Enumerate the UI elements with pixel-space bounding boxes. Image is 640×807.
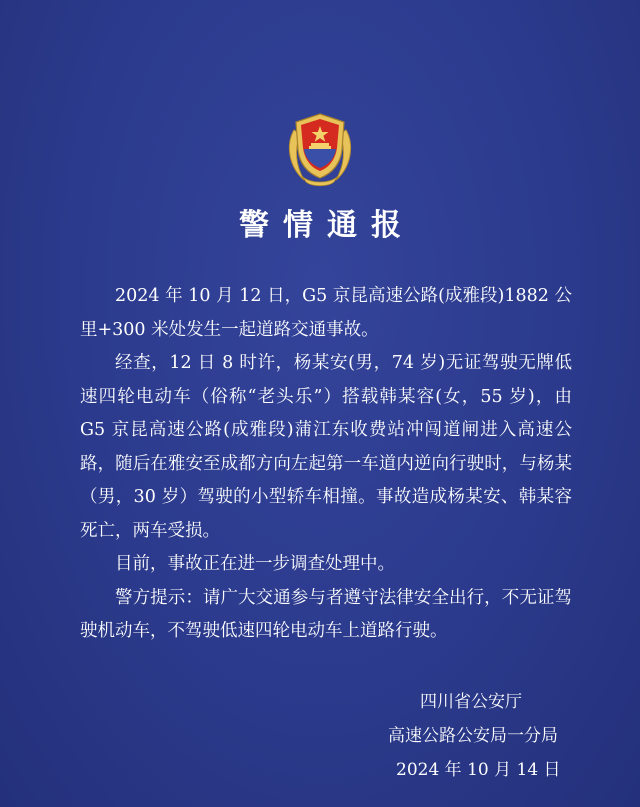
paragraph-investigation: 经查，12 日 8 时许，杨某安(男，74 岁)无证驾驶无牌低速四轮电动车（俗称“老头乐”）搭载韩某容(女，55 岁)，由 G5 京昆高速公路(成雅段)蒲江东收费站冲闯道闸进入高速公路，随后在雅安至成都方向左起第一车道内逆向行驶时，与杨某（男，30 岁）驾驶的小型轿车相撞。事故造成杨某安、韩某容死亡，两车受损。 bbox=[80, 353, 572, 541]
paragraph-incident: 2024 年 10 月 12 日，G5 京昆高速公路(成雅段)1882 公里+300 米处发生一起道路交通事故。 bbox=[80, 286, 572, 340]
page-title: 警情通报 bbox=[239, 208, 415, 243]
signature-org-province: 四川省公安厅 bbox=[420, 692, 522, 712]
paragraph-warning: 警方提示：请广大交通参与者遵守法律安全出行，不无证驾驶机动车，不驾驶低速四轮电动车上道路行驶。 bbox=[80, 587, 572, 641]
police-badge-icon bbox=[284, 110, 356, 188]
signature-date: 2024 年 10 月 14 日 bbox=[396, 760, 561, 780]
signature-block bbox=[0, 690, 640, 800]
notice-body bbox=[80, 280, 572, 649]
signature-org-bureau: 高速公路公安局一分局 bbox=[388, 726, 558, 746]
paragraph-status: 目前，事故正在进一步调查处理中。 bbox=[115, 554, 395, 574]
